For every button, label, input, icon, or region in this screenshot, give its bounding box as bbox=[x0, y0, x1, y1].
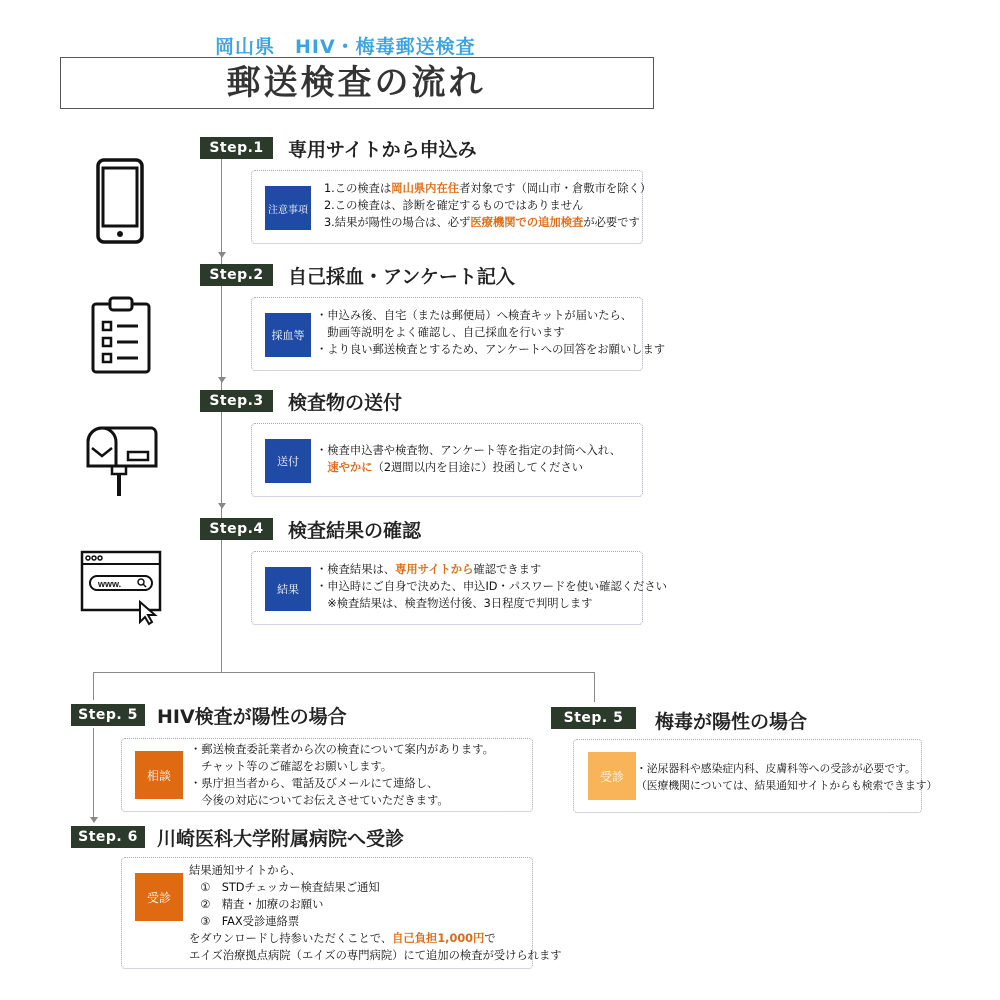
step5-hiv-box bbox=[121, 738, 533, 812]
text-line bbox=[189, 862, 562, 879]
clipboard-icon bbox=[90, 296, 152, 374]
text-segment: ① STDチェッカー検査結果ご通知 bbox=[189, 881, 380, 894]
text-line bbox=[189, 913, 562, 930]
step5-hiv-tag: 相談 bbox=[135, 751, 183, 799]
text-segment: ・県庁担当者から、電話及びメールにて連絡し、 bbox=[190, 777, 439, 790]
text-line bbox=[316, 561, 667, 578]
text-line bbox=[636, 777, 937, 794]
branch-left-line bbox=[93, 672, 94, 700]
header-subtitle: 岡山県 HIV・梅毒郵送検査 bbox=[215, 36, 476, 58]
step5-syphilis-text bbox=[636, 760, 937, 794]
text-line bbox=[316, 442, 621, 459]
step2-text bbox=[316, 307, 665, 358]
step3-tag: 送付 bbox=[265, 439, 311, 483]
step2-note-box bbox=[251, 297, 666, 371]
text-line bbox=[190, 775, 494, 792]
text-segment: ・郵送検査委託業者から次の検査について案内があります。 bbox=[190, 743, 494, 756]
connector-line-steps bbox=[221, 158, 222, 672]
text-line bbox=[190, 758, 494, 775]
highlight-text: 速やかに bbox=[327, 461, 373, 474]
text-line bbox=[190, 792, 494, 809]
text-line bbox=[316, 578, 667, 595]
step1-title: 専用サイトから申込み bbox=[288, 139, 477, 161]
connector-step5-step6 bbox=[93, 728, 94, 820]
text-segment: 確認できます bbox=[473, 563, 542, 576]
step2-badge: Step.2 bbox=[200, 264, 273, 286]
text-segment bbox=[316, 461, 327, 474]
text-segment: 動画等説明をよく確認し、自己採血を行います bbox=[316, 326, 565, 339]
step1-badge: Step.1 bbox=[200, 137, 273, 159]
text-segment: をダウンロードし持参いただくことで、 bbox=[189, 932, 393, 945]
text-segment: ・検査結果は、 bbox=[316, 563, 396, 576]
text-segment: ② 精査・加療のお願い bbox=[189, 898, 324, 911]
step5-hiv-title: HIV検査が陽性の場合 bbox=[157, 706, 347, 728]
arrow-head-step3 bbox=[218, 377, 226, 383]
text-line bbox=[316, 341, 665, 358]
step1-tag: 注意事項 bbox=[265, 186, 311, 230]
mailbox-icon bbox=[84, 424, 160, 500]
arrow-head-step6 bbox=[90, 817, 98, 823]
highlight-text: 自己負担1,000円 bbox=[392, 932, 485, 945]
text-line bbox=[189, 930, 562, 947]
step6-box bbox=[121, 857, 562, 969]
text-line bbox=[636, 760, 937, 777]
highlight-text: 岡山県内在住 bbox=[391, 182, 460, 195]
text-line bbox=[316, 324, 665, 341]
text-segment: 者対象です（岡山市・倉敷市を除く） bbox=[459, 182, 652, 195]
step1-text bbox=[324, 180, 651, 231]
step5-syphilis-badge: Step. 5 bbox=[551, 707, 636, 729]
text-line bbox=[324, 197, 651, 214]
highlight-text: 医療機関での追加検査 bbox=[470, 216, 584, 229]
text-segment: ・泌尿器科や感染症内科、皮膚科等への受診が必要です。 bbox=[636, 762, 916, 775]
text-line bbox=[189, 947, 562, 964]
text-segment: ・申込時にご自身で決めた、申込ID・パスワードを使い確認ください bbox=[316, 580, 667, 593]
text-segment: ・より良い郵送検査とするため、アンケートへの回答をお願いします bbox=[316, 343, 666, 356]
step2-tag: 採血等 bbox=[265, 313, 311, 357]
text-segment: が必要です bbox=[583, 216, 640, 229]
text-segment: 2.この検査は、診断を確定するものではありません bbox=[324, 199, 584, 212]
step2-title: 自己採血・アンケート記入 bbox=[288, 266, 515, 288]
text-segment: ・申込み後、自宅（または郵便局）へ検査キットが届いたら、 bbox=[316, 309, 633, 322]
text-line bbox=[190, 741, 494, 758]
text-segment: ・検査申込書や検査物、アンケート等を指定の封筒へ入れ、 bbox=[316, 444, 622, 457]
step6-text bbox=[189, 862, 562, 964]
step4-text bbox=[316, 561, 667, 612]
step5-syphilis-title: 梅毒が陽性の場合 bbox=[655, 711, 808, 733]
step5-hiv-badge: Step. 5 bbox=[71, 704, 145, 726]
branch-horizontal-line bbox=[93, 672, 595, 673]
text-segment: ③ FAX受診連絡票 bbox=[189, 915, 300, 928]
text-segment: （医療機関については、結果通知サイトからも検索できます） bbox=[636, 779, 938, 792]
step3-title: 検査物の送付 bbox=[288, 392, 403, 414]
text-segment: （2週間以内を目途に）投函してください bbox=[372, 461, 584, 474]
step3-text bbox=[316, 442, 621, 476]
step1-note-box bbox=[251, 170, 652, 244]
page-title: 郵送検査の流れ bbox=[226, 63, 486, 103]
text-segment: 今後の対応についてお伝えさせていただきます。 bbox=[190, 794, 449, 807]
step4-tag: 結果 bbox=[265, 567, 311, 611]
arrow-head-step4 bbox=[218, 503, 226, 509]
step4-note-box bbox=[251, 551, 667, 625]
step6-title: 川崎医科大学附属病院へ受診 bbox=[157, 828, 405, 850]
text-segment: 3.結果が陽性の場合は、必ず bbox=[324, 216, 471, 229]
text-segment: ※検査結果は、検査物送付後、3日程度で判明します bbox=[316, 597, 593, 610]
step5-hiv-text bbox=[190, 741, 494, 809]
text-segment: 結果通知サイトから、 bbox=[189, 864, 302, 877]
smartphone-icon bbox=[96, 158, 144, 244]
text-line bbox=[316, 595, 667, 612]
text-segment: 1.この検査は bbox=[324, 182, 392, 195]
arrow-head-step2 bbox=[218, 252, 226, 258]
text-line bbox=[324, 214, 651, 231]
text-line bbox=[189, 896, 562, 913]
step3-badge: Step.3 bbox=[200, 390, 273, 412]
text-line bbox=[189, 879, 562, 896]
browser-window-icon bbox=[80, 550, 164, 626]
text-segment: エイズ治療拠点病院（エイズの専門病院）にて追加の検査が受けられます bbox=[189, 949, 562, 962]
text-line bbox=[316, 459, 621, 476]
step6-tag: 受診 bbox=[135, 873, 183, 921]
text-segment: チャット等のご確認をお願いします。 bbox=[190, 760, 393, 773]
step5-syphilis-box bbox=[573, 739, 938, 813]
text-line bbox=[316, 307, 665, 324]
text-line bbox=[324, 180, 651, 197]
highlight-text: 専用サイトから bbox=[395, 563, 474, 576]
step5-syphilis-tag: 受診 bbox=[588, 752, 636, 800]
step4-badge: Step.4 bbox=[200, 518, 273, 540]
browser-url-text: www. bbox=[98, 579, 122, 589]
step3-note-box bbox=[251, 423, 643, 497]
branch-right-line bbox=[594, 672, 595, 702]
step6-badge: Step. 6 bbox=[71, 826, 145, 848]
step4-title: 検査結果の確認 bbox=[288, 520, 422, 542]
text-segment: で bbox=[484, 932, 496, 945]
